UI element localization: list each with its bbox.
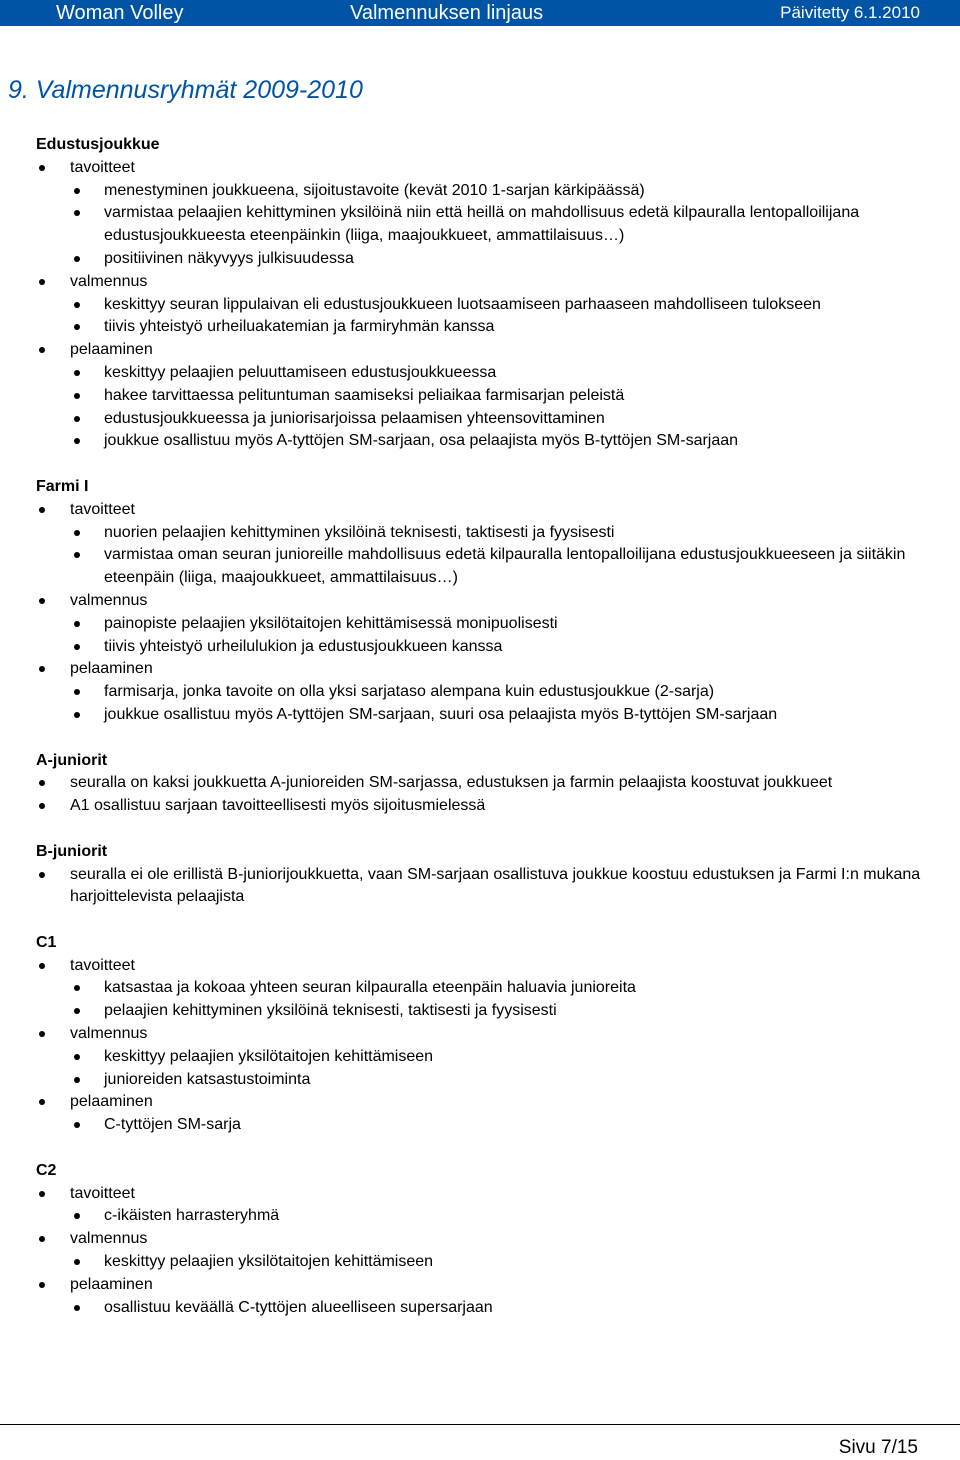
sub-list-item-text: osallistuu keväällä C-tyttöjen alueelliseen supersarjaan — [104, 1298, 493, 1316]
bullet-icon — [39, 165, 45, 171]
sub-list-item-text: c-ikäisten harrasteryhmä — [104, 1207, 280, 1225]
group-section — [36, 134, 936, 453]
group-title: C1 — [36, 933, 57, 951]
list-item — [36, 271, 936, 294]
bullet-icon — [74, 1305, 80, 1311]
group-section — [36, 1160, 936, 1320]
bullet-icon — [74, 1213, 80, 1219]
sub-list-item-text: katsastaa ja kokoaa yhteen seuran kilpauralla eteenpäin haluavia junioreita — [104, 979, 636, 997]
list-item-text: A1 osallistuu sarjaan tavoitteellisesti myös sijoitusmielessä — [70, 797, 486, 815]
sub-list-item-text: keskittyy pelaajien yksilötaitojen kehittämiseen — [104, 1253, 434, 1271]
sub-list-item — [36, 1251, 936, 1274]
group-title: Farmi I — [36, 477, 89, 495]
header-org-name: Woman Volley — [56, 2, 184, 24]
group-title: C2 — [36, 1161, 57, 1179]
list-item — [36, 864, 936, 910]
sub-list-item-text: tiivis yhteistyö urheiluakatemian ja farmiryhmän kanssa — [104, 318, 495, 336]
list-item — [36, 499, 936, 522]
list-item-text: seuralla ei ole erillistä B-juniorijoukkuetta, vaan SM-sarjaan osallistuva joukkue koostuu edustuksen ja Farmi I:n mukana harjoittelevista pelaajista — [70, 865, 921, 906]
sub-list-item-text: keskittyy pelaajien yksilötaitojen kehittämiseen — [104, 1047, 434, 1065]
bullet-icon — [74, 689, 80, 695]
bullet-icon — [39, 279, 45, 285]
list-item — [36, 658, 936, 681]
group-section — [36, 750, 936, 818]
list-item — [36, 1228, 936, 1251]
bullet-icon — [74, 621, 80, 627]
sub-list-item — [36, 1205, 936, 1228]
bullet-icon — [74, 302, 80, 308]
list-item-text: valmennus — [70, 272, 148, 290]
bullet-icon — [74, 256, 80, 262]
list-item-text: seuralla on kaksi joukkuetta A-junioreiden SM-sarjassa, edustuksen ja farmin pelaajista koostuvat joukkueet — [70, 774, 833, 792]
sub-list-item-text: edustusjoukkueessa ja juniorisarjoissa pelaamisen yhteensovittaminen — [104, 409, 605, 427]
bullet-icon — [39, 1031, 45, 1037]
sub-list-item-text: C-tyttöjen SM-sarja — [104, 1116, 241, 1134]
sub-list-item — [36, 362, 936, 385]
list-item-text: valmennus — [70, 1230, 148, 1248]
sub-list-item-text: farmisarja, jonka tavoite on olla yksi sarjataso alempana kuin edustusjoukkue (2-sarja) — [104, 683, 715, 701]
bullet-icon — [74, 1077, 80, 1083]
sub-list-item — [36, 1069, 936, 1092]
list-item-text: tavoitteet — [70, 1184, 135, 1202]
page-header — [0, 0, 960, 26]
sub-list-item-text: joukkue osallistuu myös A-tyttöjen SM-sarjaan, suuri osa pelaajista myös B-tyttöjen SM-sarjaan — [104, 705, 778, 723]
sub-list-item — [36, 430, 936, 453]
list-item — [36, 1183, 936, 1206]
group-section — [36, 932, 936, 1137]
bullet-icon — [74, 188, 80, 194]
list-item — [36, 795, 936, 818]
sub-list-item — [36, 522, 936, 545]
section-title: 9. Valmennusryhmät 2009-2010 — [8, 76, 363, 104]
bullet-icon — [74, 1122, 80, 1128]
group-title: B-juniorit — [36, 842, 108, 860]
sub-list-item — [36, 1046, 936, 1069]
document-body — [36, 134, 936, 1342]
bullet-icon — [39, 507, 45, 513]
list-item — [36, 339, 936, 362]
list-item-text: valmennus — [70, 591, 148, 609]
bullet-icon — [39, 1282, 45, 1288]
sub-list-item-text: hakee tarvittaessa pelituntuman saamiseksi peliaikaa farmisarjan peleistä — [104, 386, 625, 404]
bullet-icon — [74, 530, 80, 536]
sub-list-item-text: tiivis yhteistyö urheilulukion ja edustusjoukkueen kanssa — [104, 637, 503, 655]
sub-list-item-text: positiivinen näkyvyys julkisuudessa — [104, 249, 354, 267]
bullet-icon — [39, 872, 45, 878]
sub-list-item — [36, 180, 936, 203]
bullet-icon — [74, 1259, 80, 1265]
bullet-icon — [74, 210, 80, 216]
sub-list-item — [36, 1297, 936, 1320]
page-footer — [0, 1424, 960, 1460]
list-item — [36, 590, 936, 613]
bullet-icon — [39, 1099, 45, 1105]
bullet-icon — [74, 644, 80, 650]
list-item — [36, 1091, 936, 1114]
list-item-text: tavoitteet — [70, 500, 135, 518]
sub-list-item — [36, 202, 936, 248]
group-section — [36, 476, 936, 727]
bullet-icon — [74, 552, 80, 558]
group-title: Edustusjoukkue — [36, 136, 160, 153]
sub-list-item-text: pelaajien kehittyminen yksilöinä teknisesti, taktisesti ja fyysisesti — [104, 1002, 557, 1020]
sub-list-item-text: keskittyy seuran lippulaivan eli edustusjoukkueen luotsaamiseen parhaaseen mahdolliseen tulokseen — [104, 295, 821, 313]
list-item-text: pelaaminen — [70, 1093, 153, 1111]
bullet-icon — [39, 598, 45, 604]
bullet-icon — [39, 1236, 45, 1242]
group-title: A-juniorit — [36, 751, 108, 769]
sub-list-item — [36, 977, 936, 1000]
bullet-icon — [74, 438, 80, 444]
sub-list-item — [36, 408, 936, 431]
bullet-icon — [74, 370, 80, 376]
footer-divider — [0, 1424, 960, 1425]
list-item-text: pelaaminen — [70, 341, 153, 359]
bullet-icon — [39, 347, 45, 353]
bullet-icon — [39, 666, 45, 672]
sub-list-item — [36, 544, 936, 590]
sub-list-item — [36, 613, 936, 636]
sub-list-item-text: varmistaa pelaajien kehittyminen yksilöinä niin että heillä on mahdollisuus edetä kilpauralla lentopalloilijana edustusjoukkueesta eteenpäinkin (liiga, maajoukkueet, ammattilaisuus…) — [104, 204, 860, 245]
list-item — [36, 157, 936, 180]
list-item-text: tavoitteet — [70, 158, 135, 176]
bullet-icon — [74, 324, 80, 330]
bullet-icon — [74, 1008, 80, 1014]
page-number: Sivu 7/15 — [838, 1437, 918, 1458]
bullet-icon — [74, 712, 80, 718]
sub-list-item-text: joukkue osallistuu myös A-tyttöjen SM-sarjaan, osa pelaajista myös B-tyttöjen SM-sarjaan — [104, 432, 739, 450]
list-item — [36, 1274, 936, 1297]
bullet-icon — [74, 1054, 80, 1060]
bullet-icon — [39, 1191, 45, 1197]
sub-list-item — [36, 316, 936, 339]
list-item-text: pelaaminen — [70, 660, 153, 678]
list-item — [36, 1023, 936, 1046]
sub-list-item — [36, 385, 936, 408]
sub-list-item-text: menestyminen joukkueena, sijoitustavoite (kevät 2010 1-sarjan kärkipäässä) — [104, 181, 645, 199]
sub-list-item-text: nuorien pelaajien kehittyminen yksilöinä teknisesti, taktisesti ja fyysisesti — [104, 523, 615, 541]
list-item — [36, 772, 936, 795]
sub-list-item-text: keskittyy pelaajien peluuttamiseen edustusjoukkueessa — [104, 363, 497, 381]
sub-list-item — [36, 1000, 936, 1023]
sub-list-item — [36, 1114, 936, 1137]
sub-list-item — [36, 704, 936, 727]
bullet-icon — [39, 963, 45, 969]
header-document-title: Valmennuksen linjaus — [350, 2, 544, 24]
sub-list-item — [36, 636, 936, 659]
sub-list-item — [36, 248, 936, 271]
sub-list-item-text: junioreiden katsastustoiminta — [104, 1070, 311, 1088]
group-section — [36, 841, 936, 909]
sub-list-item-text: painopiste pelaajien yksilötaitojen kehittämisessä monipuolisesti — [104, 614, 558, 632]
header-updated-date: Päivitetty 6.1.2010 — [780, 3, 920, 22]
sub-list-item-text: varmistaa oman seuran junioreille mahdollisuus edetä kilpauralla lentopalloilijana edustusjoukkueeseen ja siitäkin eteenpäin (liiga, maajoukkueet, ammattilaisuus…) — [104, 546, 906, 587]
bullet-icon — [74, 393, 80, 399]
list-item-text: pelaaminen — [70, 1275, 153, 1293]
list-item-text: tavoitteet — [70, 956, 135, 974]
sub-list-item — [36, 681, 936, 704]
list-item-text: valmennus — [70, 1025, 148, 1043]
bullet-icon — [74, 416, 80, 422]
bullet-icon — [74, 985, 80, 991]
bullet-icon — [39, 803, 45, 809]
sub-list-item — [36, 294, 936, 317]
bullet-icon — [39, 780, 45, 786]
list-item — [36, 955, 936, 978]
